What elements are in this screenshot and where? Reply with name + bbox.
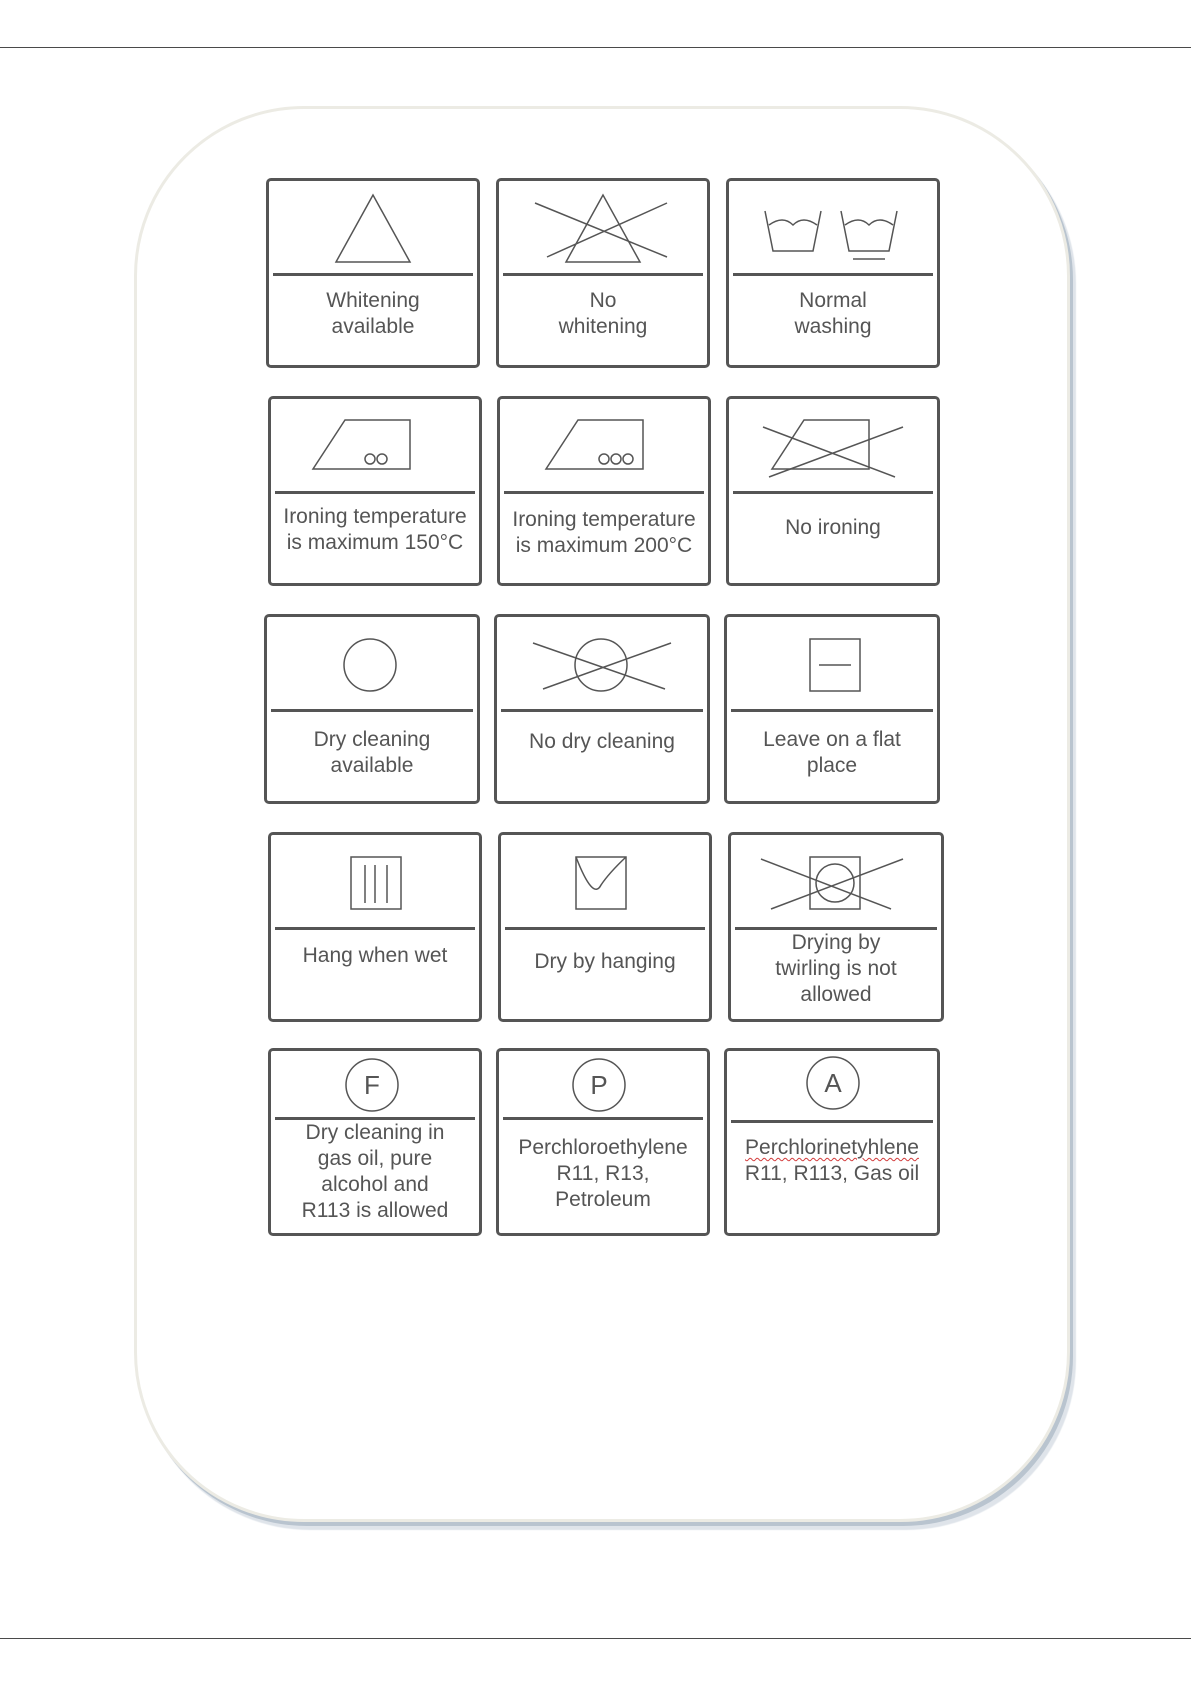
- card-label: Leave on a flat place: [763, 728, 901, 777]
- circle-letter-text: P: [590, 1070, 608, 1100]
- triangle-icon: [269, 181, 477, 273]
- card-label: No whitening: [558, 289, 648, 338]
- care-card-no-whitening: [496, 178, 710, 368]
- iron-two-dots-icon: [271, 399, 479, 491]
- care-card-dry-by-hanging: [498, 832, 712, 1022]
- card-divider: [273, 273, 473, 276]
- card-label: Perchloroethylene R11, R13, Petroleum: [518, 1136, 688, 1211]
- card-divider: [731, 709, 933, 712]
- square-vertical-lines-icon: [271, 835, 479, 927]
- care-card-dry-flat: [724, 614, 940, 804]
- card-label: Ironing temperature is maximum 200°C: [512, 508, 696, 557]
- card-divider: [503, 273, 703, 276]
- care-card-ironing-200: [497, 396, 711, 586]
- care-card-hang-when-wet: [268, 832, 482, 1022]
- care-card-dry-clean-p: [496, 1048, 710, 1236]
- card-label: No ironing: [785, 516, 881, 539]
- circle-letter-text: F: [364, 1070, 380, 1100]
- card-divider: [733, 491, 933, 494]
- crossed-tumble-dry-icon: [731, 835, 941, 927]
- care-card-ironing-150: [268, 396, 482, 586]
- wash-tubs-icon: [729, 181, 937, 273]
- card-divider: [733, 273, 933, 276]
- card-label: Drying by twirling is not allowed: [775, 931, 897, 1006]
- care-card-no-ironing: [726, 396, 940, 586]
- circle-letter-text: A: [824, 1068, 842, 1098]
- card-divider: [501, 709, 703, 712]
- card-label: Whitening available: [326, 289, 420, 338]
- card-label: Normal washing: [794, 289, 872, 338]
- square-dash-icon: [727, 617, 937, 709]
- care-card-normal-washing: [726, 178, 940, 368]
- footer-rule: [0, 1638, 1191, 1639]
- circle-letter-icon: [727, 1051, 937, 1119]
- care-card-dry-clean-a: [724, 1048, 940, 1236]
- card-divider: [731, 1120, 933, 1123]
- card-label: Ironing temperature is maximum 150°C: [283, 505, 467, 554]
- card-label: Hang when wet: [302, 944, 448, 967]
- care-card-no-dry-cleaning: [494, 614, 710, 804]
- circle-icon: [267, 617, 477, 709]
- care-card-dry-clean-f: [268, 1048, 482, 1236]
- card-divider: [505, 927, 705, 930]
- card-label: Dry cleaning available: [313, 728, 431, 777]
- card-divider: [275, 491, 475, 494]
- circle-letter-icon: [271, 1051, 479, 1119]
- header-rule: [0, 47, 1191, 48]
- card-label: Perchlorinetyhlene R11, R113, Gas oil: [744, 1136, 920, 1185]
- crossed-circle-icon: [497, 617, 707, 709]
- card-label: No dry cleaning: [529, 730, 675, 753]
- card-divider: [504, 491, 704, 494]
- card-divider: [275, 927, 475, 930]
- crossed-iron-icon: [729, 399, 937, 491]
- circle-letter-icon: [499, 1051, 707, 1119]
- card-label: Dry by hanging: [534, 950, 676, 973]
- square-hanging-icon: [501, 835, 709, 927]
- card-divider: [271, 709, 473, 712]
- care-card-dry-cleaning-available: [264, 614, 480, 804]
- care-card-whitening-available: [266, 178, 480, 368]
- care-card-no-tumble-dry: [728, 832, 944, 1022]
- crossed-triangle-icon: [499, 181, 707, 273]
- iron-three-dots-icon: [500, 399, 708, 491]
- card-divider: [503, 1117, 703, 1120]
- card-label: Dry cleaning in gas oil, pure alcohol and R113 is allowed: [301, 1121, 449, 1222]
